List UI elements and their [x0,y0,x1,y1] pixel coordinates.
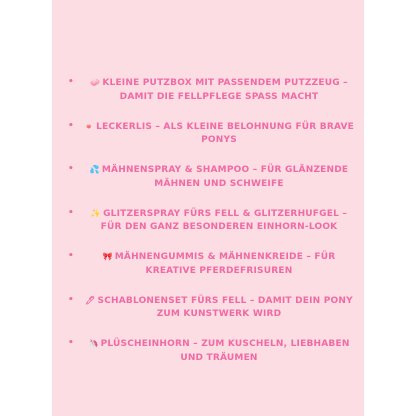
bullet-icon: • [68,207,74,218]
ribbon-icon: 🎀 [102,252,113,261]
list-item-text: KLEINE PUTZBOX MIT PASSENDEM PUTZZEUG – DAMIT DIE FELLPFLEGE SPASS MACHT [102,78,348,102]
bullet-icon: • [68,338,74,348]
bullet-icon: • [68,251,74,261]
list-item-text: LECKERLIS – ALS KLEINE BELOHNUNG FÜR BRAVE PONYS [96,121,355,145]
list-item [64,337,356,365]
sparkles-icon: ✨ [90,208,102,218]
list-item [64,76,356,104]
list-item [64,250,356,278]
droplets-icon: 💦 [89,165,100,174]
pen-icon: 🖊 [85,295,96,305]
list-item-text: SCHABLONENSET FÜRS FELL – DAMIT DEIN PONY ZUM KUNSTWERK WIRD [97,295,353,319]
list-item [64,120,356,148]
bullet-icon: • [68,77,74,87]
bullet-icon: • [68,294,74,305]
list-item-text: MÄHNENSPRAY & SHAMPOO – FÜR GLÄNZENDE MÄHNEN UND SCHWEIFE [101,165,349,189]
item-list [64,76,356,381]
list-item-text: GLITZERSPRAY FÜRS FELL & GLITZERHUFGEL – FÜR DEN GANZ BESONDEREN EINHORN-LOOK [100,208,348,232]
list-item [64,294,356,322]
bullet-icon: • [68,120,74,131]
list-item-text: MÄHNENGUMMIS & MÄHNENKREIDE – FÜR KREATIVE PFERDEFRISUREN [114,252,336,276]
list-item [64,207,356,235]
soap-icon: 🧼 [90,78,101,87]
page-background [52,0,364,416]
unicorn-icon: 🦄 [88,339,99,348]
list-item-text: PLÜSCHEINHORN – ZUM KUSCHELN, LIEBHABEN UND TRÄUMEN [100,339,350,363]
bullet-icon: • [68,164,74,174]
candy-icon: 🍬 [83,121,95,131]
list-item [64,163,356,191]
